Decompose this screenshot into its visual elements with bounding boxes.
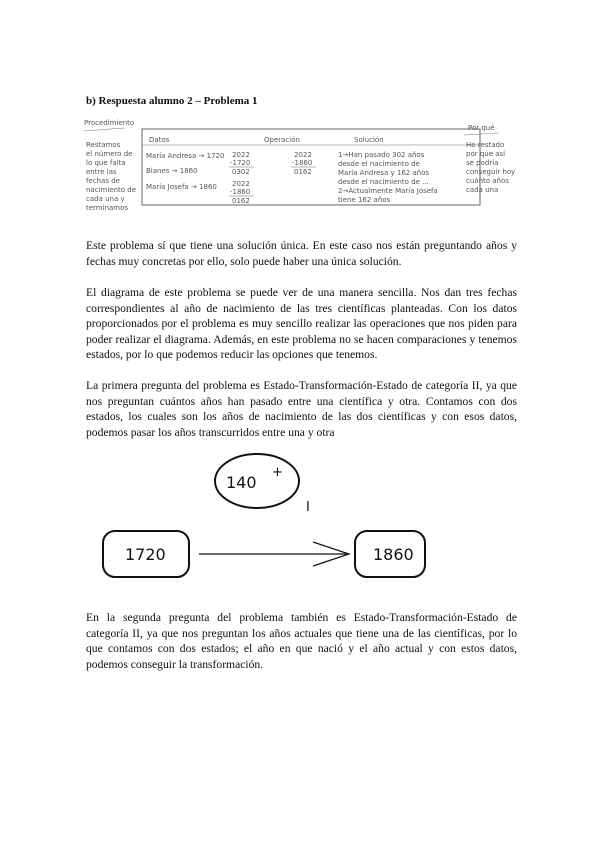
procedure-lines (86, 141, 136, 212)
category-label: I (306, 500, 310, 515)
datos-line: María Andresa → 1720 (146, 152, 225, 160)
svg-text:conseguir hoy: conseguir hoy (466, 168, 516, 176)
operacion-lines (229, 151, 316, 205)
start-state-value: 1720 (125, 545, 166, 564)
svg-text:Restamos: Restamos (86, 141, 121, 149)
svg-text:nacimiento de: nacimiento de (86, 186, 137, 194)
porque-header: Por qué (468, 124, 495, 132)
svg-text:por que así: por que así (466, 150, 506, 158)
transformation-sign: + (272, 465, 283, 480)
solucion-header: Solución (354, 136, 384, 144)
svg-text:desde el nacimiento de ...: desde el nacimiento de ... (338, 178, 429, 186)
ete-diagram (95, 445, 435, 600)
end-state-value: 1860 (373, 545, 414, 564)
svg-text:tiene 162 años: tiene 162 años (338, 196, 391, 204)
svg-text:cada una: cada una (466, 186, 499, 194)
svg-text:lo que falta: lo que falta (86, 159, 126, 167)
svg-text:2022: 2022 (294, 151, 312, 159)
paragraph-3: La primera pregunta del problema es Estado-Transformación-Estado de categoría II, ya que nos preguntan cuántos años han pasado entre una científica y otra. Contamos con dos estados, los cuales son los años de nacimiento de las dos científicas y con esos datos, podemos pasar los años transcurridos entre una y otra (86, 379, 517, 439)
svg-text:desde el nacimiento de: desde el nacimiento de (338, 160, 420, 168)
svg-text:0162: 0162 (294, 168, 312, 176)
paragraph-2: El diagrama de este problema se puede ver de una manera sencilla. Nos dan tres fechas correspondientes al año de nacimiento de las tres científicas planteadas. Con los datos proporcionados por el problema es muy sencillo realizar las operaciones que nos piden para poder realizar el diagrama. Además, en este problema no se hacen comparaciones y tenemos estados, por lo que podemos reducir las opciones que tenemos. (86, 286, 517, 361)
svg-text:0302: 0302 (232, 168, 250, 176)
transformation-value: 140 (226, 473, 257, 492)
paragraph-1: Este problema sí que tiene una solución única. En este caso nos están preguntando años y fechas muy concretas por ello, solo puede haber una única solución. (86, 239, 517, 268)
svg-text:se podría: se podría (466, 159, 499, 167)
svg-text:-1860: -1860 (292, 159, 313, 167)
solucion-lines (338, 151, 438, 204)
svg-text:2022: 2022 (232, 151, 250, 159)
porque-lines (466, 141, 515, 194)
datos-line: María Josefa → 1860 (146, 183, 217, 191)
svg-text:cada una y: cada una y (86, 195, 125, 203)
svg-text:-1860: -1860 (230, 188, 251, 196)
svg-text:entre las: entre las (86, 168, 117, 176)
svg-text:fechas de: fechas de (86, 177, 120, 185)
svg-text:el número de: el número de (86, 150, 133, 158)
procedure-title: Procedimiento (84, 119, 135, 127)
operacion-header: Operación (264, 136, 300, 144)
section-heading: b) Respuesta alumno 2 – Problema 1 (86, 95, 258, 107)
svg-text:0162: 0162 (232, 197, 250, 205)
svg-text:He restado: He restado (466, 141, 505, 149)
svg-text:-1720: -1720 (230, 159, 251, 167)
datos-line: Blanes → 1860 (146, 167, 198, 175)
svg-text:María Andresa y 162 años: María Andresa y 162 años (338, 169, 430, 177)
svg-text:1→Han pasado 302 años: 1→Han pasado 302 años (338, 151, 425, 159)
svg-text:2→Actualmente María Josefa: 2→Actualmente María Josefa (338, 187, 438, 195)
svg-text:cuánto años: cuánto años (466, 177, 509, 185)
handwritten-table-sketch (84, 113, 520, 221)
svg-text:terminamos: terminamos (86, 204, 129, 212)
datos-header: Datos (149, 136, 170, 144)
svg-text:2022: 2022 (232, 180, 250, 188)
paragraph-4: En la segunda pregunta del problema también es Estado-Transformación-Estado de categoría II, ya que nos preguntan los años actuales que tiene una de las científicas, por lo que contamos con dos estados; el año en que nació y el año actual y con estos datos, podemos conseguir la transformación. (86, 611, 517, 671)
